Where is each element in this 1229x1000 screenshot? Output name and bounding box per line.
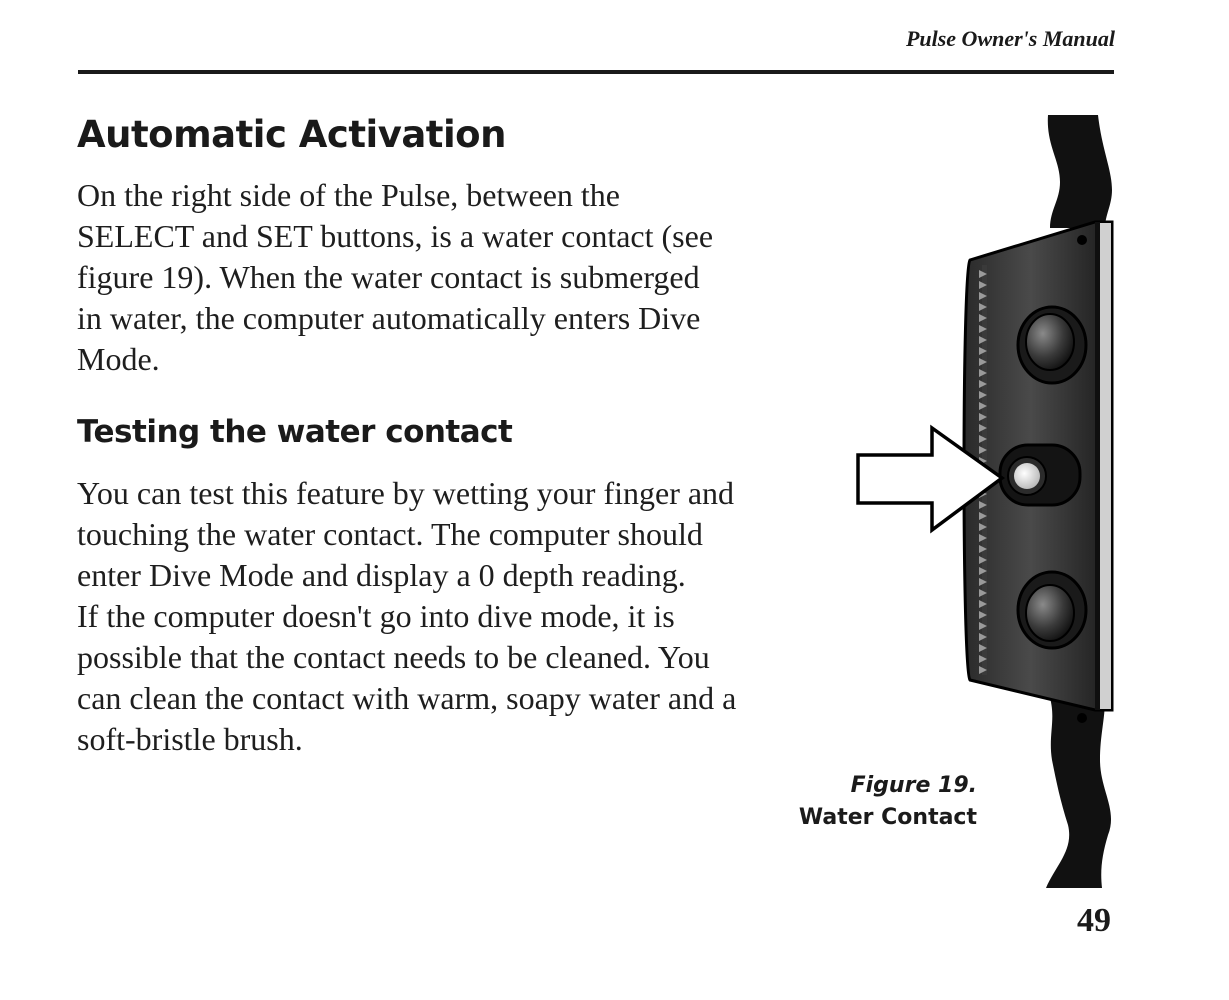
water-contact <box>1000 445 1080 505</box>
text-line: possible that the contact needs to be cleaned. You <box>77 639 710 675</box>
text-line: SELECT and SET buttons, is a water contact (see <box>77 218 714 254</box>
header-divider <box>78 70 1114 74</box>
strap-bottom <box>1046 698 1111 888</box>
text-line: in water, the computer automatically enters Dive <box>77 300 701 336</box>
text-line: If the computer doesn't go into dive mode, it is <box>77 598 675 634</box>
select-button <box>1018 307 1086 383</box>
text-line: figure 19). When the water contact is submerged <box>77 259 700 295</box>
screw-bottom <box>1077 713 1087 723</box>
page-number: 49 <box>1077 902 1111 939</box>
text-line: You can test this feature by wetting your finger and <box>77 475 735 511</box>
screw-top <box>1077 235 1087 245</box>
figure-caption <box>799 770 977 834</box>
figure-title: Water Contact <box>798 805 977 830</box>
text-line: soft-bristle brush. <box>77 721 303 757</box>
text-line: touching the water contact. The computer should <box>77 516 703 552</box>
text-line: Mode. <box>77 341 160 377</box>
section-heading-automatic-activation: Automatic Activation <box>77 113 506 156</box>
paragraph-automatic-activation <box>77 175 713 380</box>
strap-top <box>1048 115 1112 228</box>
case-right-edge <box>1098 222 1112 710</box>
figure-number: Figure 19. <box>850 773 977 798</box>
set-button <box>1018 572 1086 648</box>
section-heading-testing-water-contact: Testing the water contact <box>77 414 513 450</box>
paragraph-testing-water-contact <box>77 473 736 760</box>
text-line: On the right side of the Pulse, between the <box>77 177 620 213</box>
text-line: can clean the contact with warm, soapy water and a <box>77 680 737 716</box>
manual-title: Pulse Owner's Manual <box>905 26 1115 51</box>
text-line: enter Dive Mode and display a 0 depth reading. <box>77 557 686 593</box>
